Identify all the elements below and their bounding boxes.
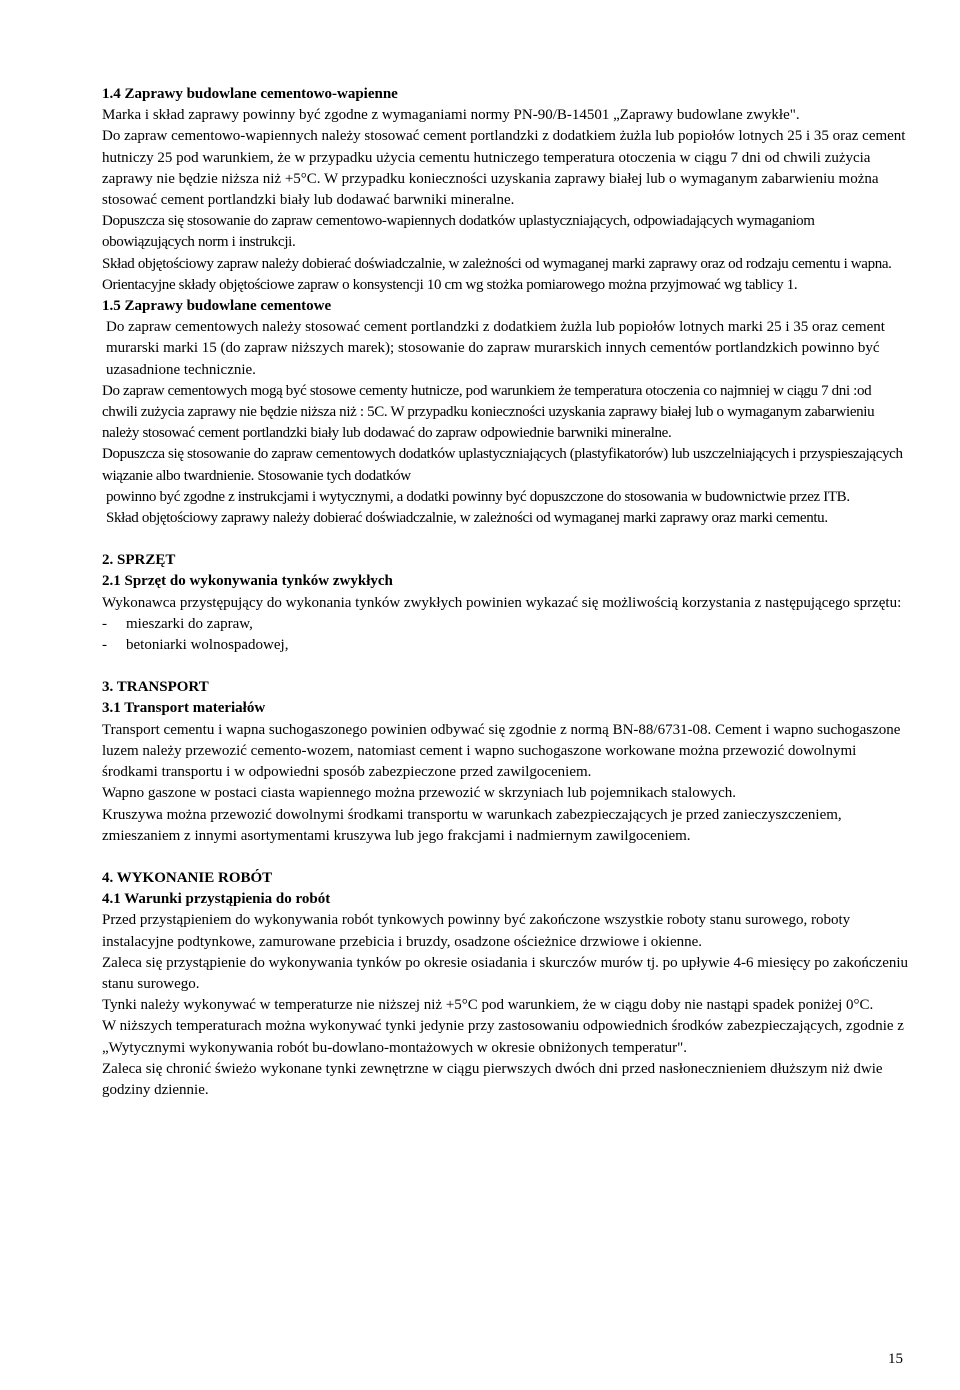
paragraph: Zaleca się chronić świeżo wykonane tynki zewnętrzne w ciągu pierwszych dwóch dni przed nasłonecznieniem dłuższym niż dwie godziny dziennie.: [102, 1060, 883, 1098]
subsection-heading-3-1: 3.1 Transport materiałów: [102, 700, 266, 717]
section-heading-1-4: 1.4 Zaprawy budowlane cementowo-wapienne: [102, 86, 398, 102]
section-heading-1-5: 1.5 Zaprawy budowlane cementowe: [102, 298, 332, 315]
paragraph: W niższych temperaturach można wykonywać tynki jedynie przy zastosowaniu odpowiednich środków zabezpieczających, zgodnie z „Wytycznymi wykonywania robót bu-dowlano-montażowych w okresie obniżonych temperatur".: [102, 1018, 904, 1056]
paragraph: Skład objętościowy zapraw należy dobierać doświadczalnie, w zależności od wymaganej marki zaprawy oraz od rodzaju cementu i wapna. Orientacyjne składy objętościowe zapraw o konsystencji 10 cm wg stożka pomiarowego można przyjmować wg tablicy 1.: [102, 255, 892, 293]
list-item: [102, 635, 910, 656]
paragraph: Przed przystąpieniem do wykonywania robót tynkowych powinny być zakończone wszystkie roboty stanu surowego, roboty instalacyjne podtynkowe, zamurowane przebicia i bruzdy, osadzone ościeżnice drzwiowe i okienne.: [102, 912, 851, 950]
subsection-heading-4-1: 4.1 Warunki przystąpienia do robót: [102, 891, 331, 908]
document-page: [102, 84, 910, 1101]
dash-marker: -: [102, 637, 107, 654]
paragraph: Wapno gaszone w postaci ciasta wapiennego można przewozić w skrzyniach lub pojemnikach stalowych.: [102, 785, 736, 802]
paragraph: Tynki należy wykonywać w temperaturze nie niższej niż +5°C pod warunkiem, że w ciągu doby nie nastąpi spadek poniżej 0°C.: [102, 997, 874, 1014]
paragraph: Kruszywa można przewozić dowolnymi środkami transportu w warunkach zabezpieczających je przed zanieczyszczeniem, zmieszaniem z innymi asortymentami kruszywa lub jego frakcjami i nadmiernym zawilgoceniem.: [102, 806, 842, 844]
paragraph: Transport cementu i wapna suchogaszonego powinien odbywać się zgodnie z normą BN-88/6731-08. Cement i wapno suchogaszone luzem należy przewozić cemento-wozem, natomiast cement i wapno suchogaszone workowane można przewozić dowolnymi środkami transportu i w odpowiedni sposób zabezpieczone przed zawilgoceniem.: [102, 721, 901, 781]
paragraph: Skład objętościowy zaprawy należy dobierać doświadczalnie, w zależności od wymaganej marki zaprawy oraz marki cementu.: [106, 510, 828, 527]
section-heading-4: 4. WYKONANIE ROBÓT: [102, 869, 273, 886]
section-heading-2: 2. SPRZĘT: [102, 552, 176, 569]
paragraph: Wykonawca przystępujący do wykonania tynków zwykłych powinien wykazać się możliwością korzystania z następującego sprzętu:: [102, 594, 902, 611]
paragraph: Do zapraw cementowo-wapiennych należy stosować cement portlandzki z dodatkiem żużla lub popiołów lotnych 25 i 35 oraz cement hutniczy 25 pod warunkiem, że w przypadku użycia cementu hutniczego temperatura otoczenia w ciągu 7 dni od chwili zużycia zaprawy nie będzie niższa niż +5°C. W przypadku konieczności uzyskania zaprawy białej lub o wymaganym zabarwieniu można stosować cement portlandzki biały lub dodawać barwniki mineralne.: [102, 128, 906, 209]
paragraph: Zaleca się przystąpienie do wykonywania tynków po okresie osiadania i skurczów murów tj. po upływie 4-6 miesięcy po zakończeniu stanu surowego.: [102, 954, 909, 992]
subsection-heading-2-1: 2.1 Sprzęt do wykonywania tynków zwykłych: [102, 573, 393, 590]
paragraph: Dopuszcza się stosowanie do zapraw cementowych dodatków uplastyczniających (plastyfikatorów) lub uszczelniających i przyspieszających wiązanie albo twardnienie. Stosowanie tych dodatków: [102, 446, 903, 484]
list-item-text: betoniarki wolnospadowej,: [126, 637, 289, 654]
list-item: [102, 614, 910, 635]
paragraph: Dopuszcza się stosowanie do zapraw cementowo-wapiennych dodatków uplastyczniających, odpowiadających wymaganiom obowiązujących norm i instrukcji.: [102, 213, 815, 251]
paragraph: Marka i skład zaprawy powinny być zgodne z wymaganiami normy PN-90/B-14501 „Zaprawy budowlane zwykłe".: [102, 107, 800, 124]
dash-marker: -: [102, 615, 107, 632]
paragraph: Do zapraw cementowych należy stosować cement portlandzki z dodatkiem żużla lub popiołów lotnych marki 25 i 35 oraz cement murarski marki 15 (do zapraw niższych marek); stosowanie do zapraw murarskich innych cementów portlandzkich powinno być uzasadnione technicznie.: [106, 319, 885, 378]
page-number: 15: [888, 1351, 903, 1367]
section-heading-3: 3. TRANSPORT: [102, 679, 209, 696]
equipment-list: [102, 614, 910, 656]
list-item-text: mieszarki do zapraw,: [126, 615, 253, 632]
paragraph: Do zapraw cementowych mogą być stosowe cementy hutnicze, pod warunkiem że temperatura otoczenia co najmniej w ciągu 7 dni :od chwili zużycia zaprawy nie będzie niższa niż : 5C. W przypadku konieczności uzyskania zaprawy białej lub o wymaganym zabarwieniu należy stosować cement portlandzki biały lub dodawać do zapraw odpowiednie barwniki mineralne.: [102, 382, 875, 442]
paragraph: powinno być zgodne z instrukcjami i wytycznymi, a dodatki powinny być dopuszczone do stosowania w budownictwie przez ITB.: [106, 488, 850, 505]
